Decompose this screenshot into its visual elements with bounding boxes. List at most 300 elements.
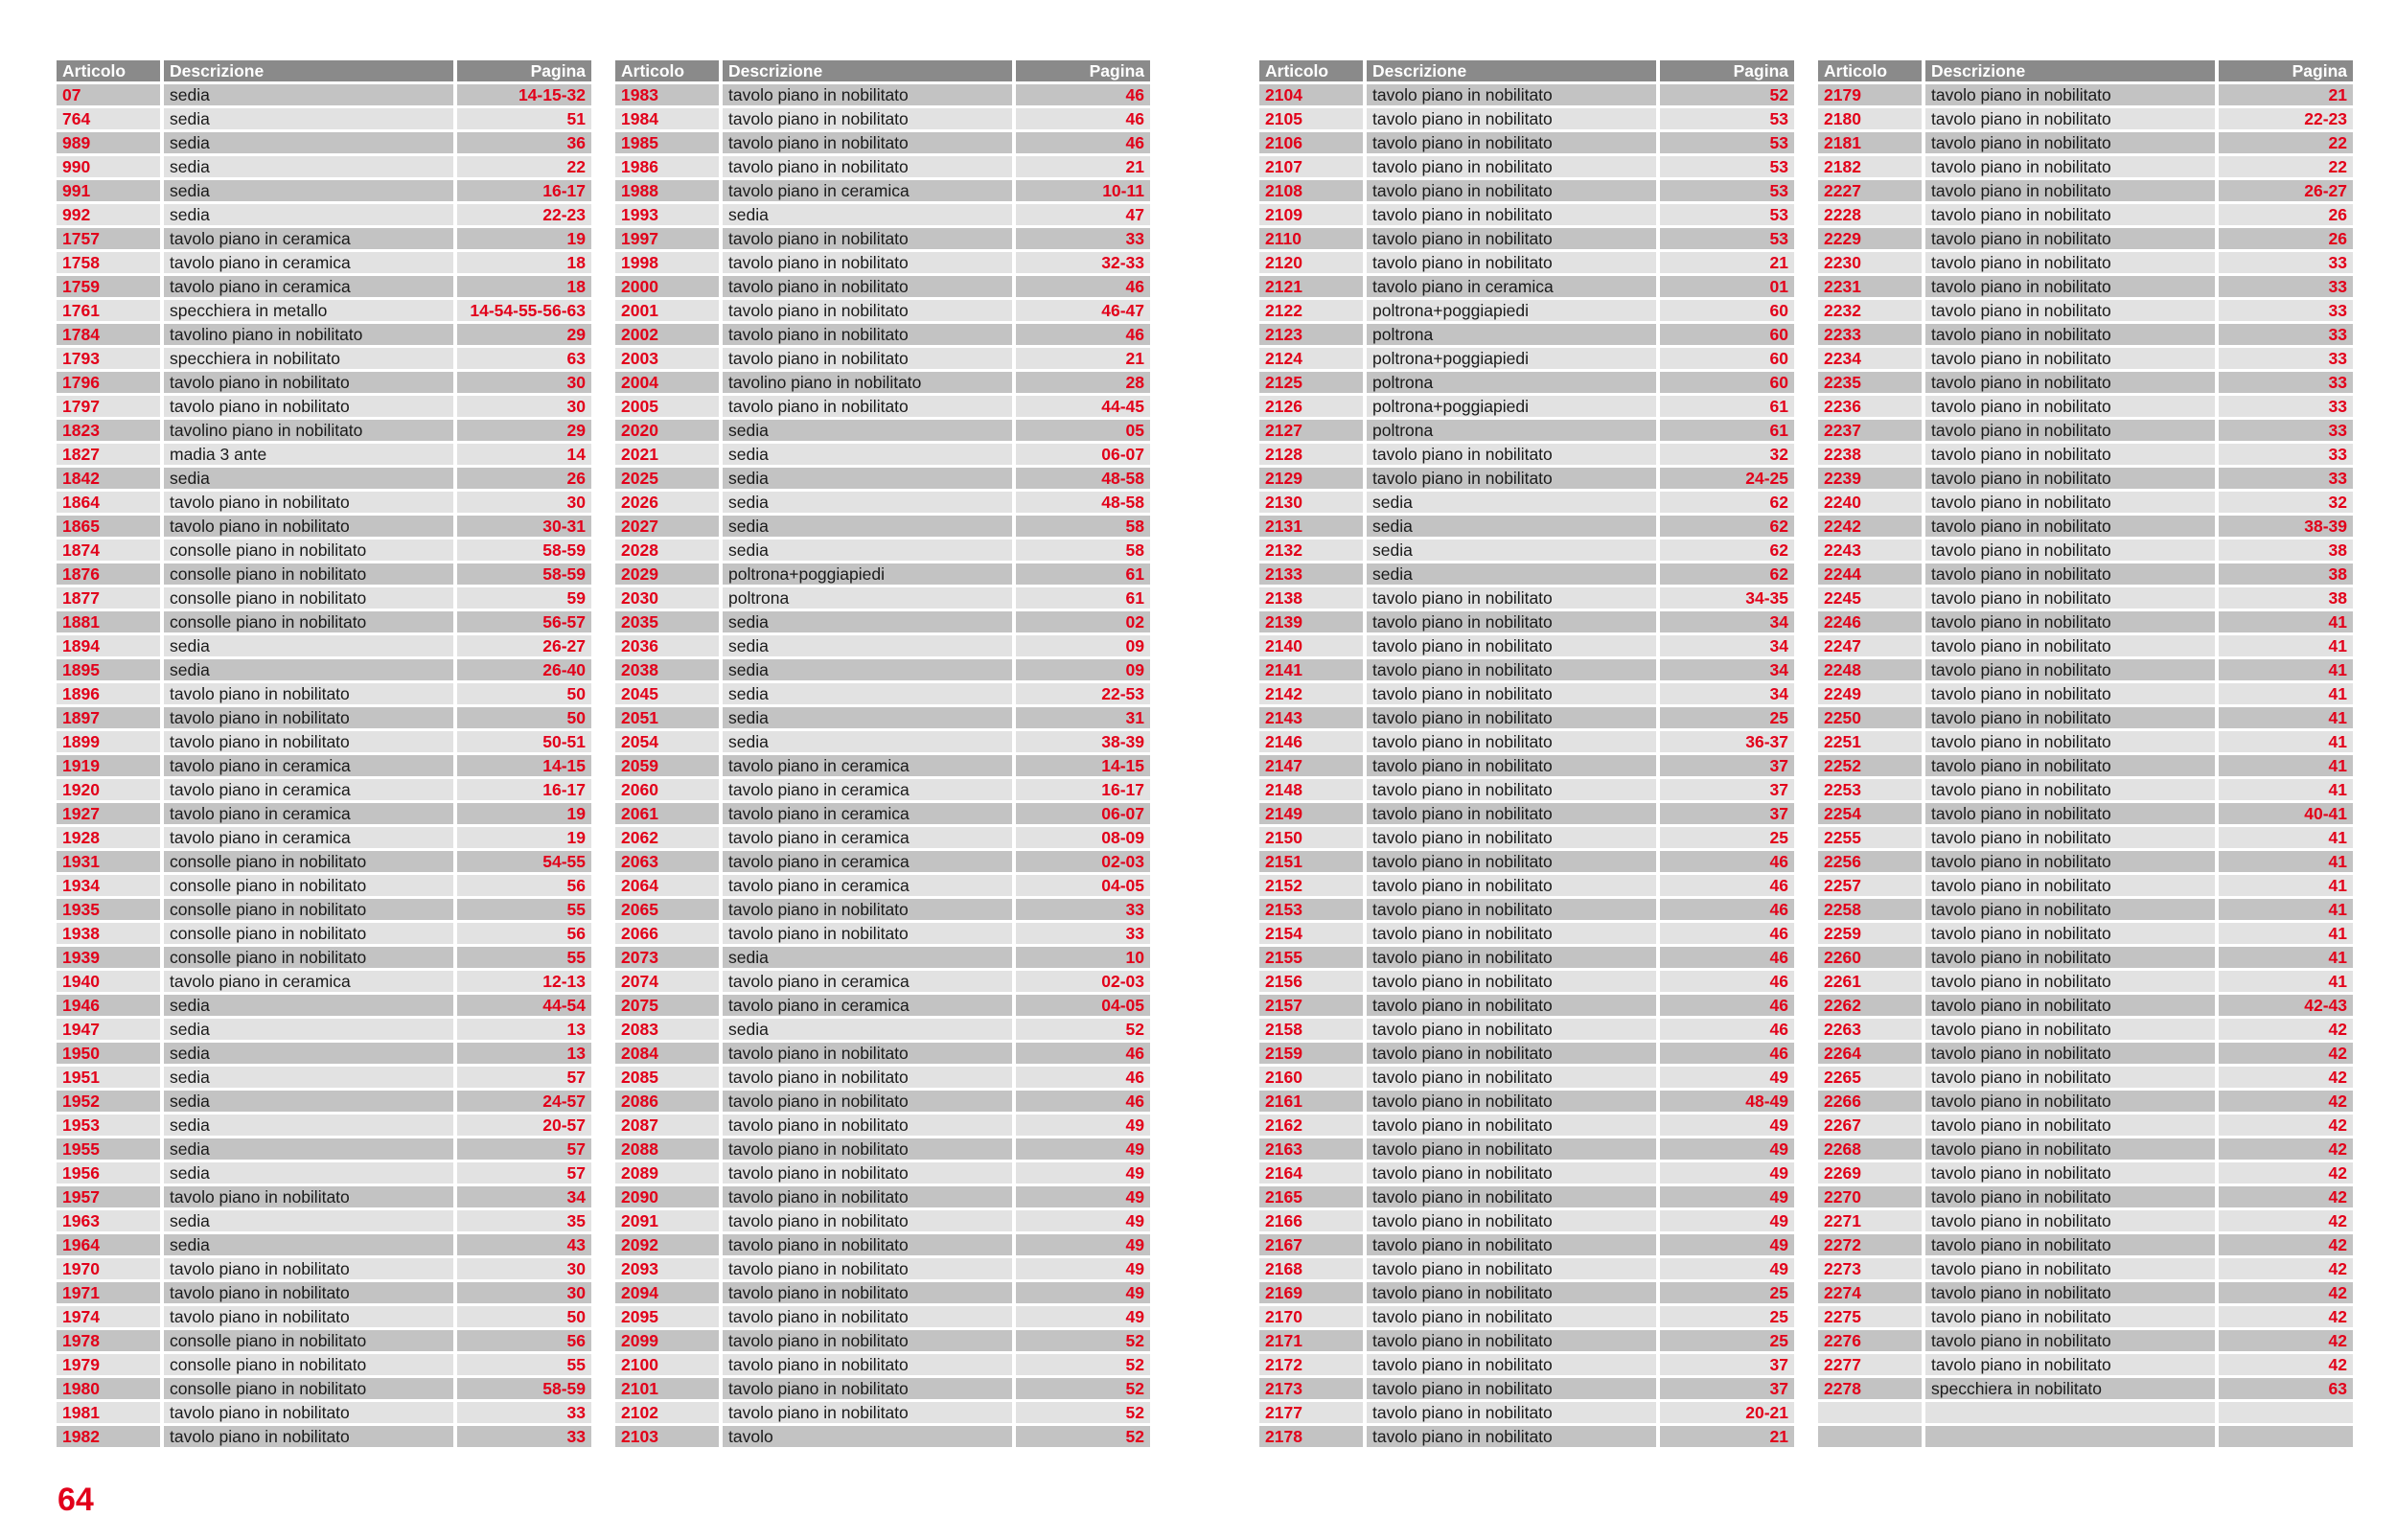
pagina-cell: 34	[1660, 683, 1794, 704]
articolo-cell: 2163	[1259, 1138, 1363, 1160]
descrizione-cell: consolle piano in nobilitato	[164, 1378, 453, 1399]
articolo-cell: 2272	[1818, 1234, 1922, 1255]
pagina-cell: 13	[457, 1019, 591, 1040]
pagina-cell: 25	[1660, 1330, 1794, 1351]
descrizione-cell: tavolo piano in nobilitato	[1367, 1091, 1656, 1112]
pagina-cell: 58-59	[457, 540, 591, 561]
table-row	[1259, 755, 1794, 776]
pagina-cell: 42	[2219, 1258, 2353, 1279]
articolo-cell: 1952	[57, 1091, 160, 1112]
articolo-cell: 2230	[1818, 252, 1922, 273]
pagina-cell: 19	[457, 827, 591, 848]
index-table-3	[1256, 57, 1798, 1450]
descrizione-cell: tavolo piano in nobilitato	[1925, 1115, 2215, 1136]
pagina-cell: 21	[1660, 1426, 1794, 1447]
descrizione-cell: tavolo piano in nobilitato	[1925, 444, 2215, 465]
descrizione-cell: tavolo piano in ceramica	[164, 276, 453, 297]
pagina-cell: 46	[1660, 1019, 1794, 1040]
pagina-cell: 33	[2219, 420, 2353, 441]
table-row	[1259, 204, 1794, 225]
articolo-cell: 2123	[1259, 324, 1363, 345]
pagina-cell: 43	[457, 1234, 591, 1255]
articolo-cell: 1950	[57, 1043, 160, 1064]
pagina-cell: 33	[2219, 276, 2353, 297]
pagina-cell: 32-33	[1016, 252, 1150, 273]
table-row	[57, 540, 591, 561]
articolo-cell: 2237	[1818, 420, 1922, 441]
pagina-cell: 14	[457, 444, 591, 465]
articolo-cell: 2138	[1259, 587, 1363, 609]
table-row	[1259, 899, 1794, 920]
descrizione-cell: tavolo piano in nobilitato	[1367, 84, 1656, 105]
table-row	[1259, 971, 1794, 992]
pagina-cell: 52	[1016, 1330, 1150, 1351]
pagina-cell: 38-39	[2219, 516, 2353, 537]
pagina-cell: 61	[1016, 587, 1150, 609]
pagina-cell: 53	[1660, 180, 1794, 201]
articolo-cell: 1897	[57, 707, 160, 728]
articolo-cell: 1931	[57, 851, 160, 872]
articolo-cell: 2152	[1259, 875, 1363, 896]
table-row	[615, 492, 1150, 513]
table-row	[1259, 132, 1794, 153]
pagina-cell: 29	[457, 324, 591, 345]
articolo-cell: 1934	[57, 875, 160, 896]
descrizione-cell: tavolo piano in nobilitato	[1367, 707, 1656, 728]
descrizione-cell: tavolo piano in nobilitato	[1925, 396, 2215, 417]
pagina-cell: 33	[457, 1426, 591, 1447]
articolo-cell: 2036	[615, 635, 719, 656]
pagina-cell: 34	[457, 1186, 591, 1207]
descrizione-cell: tavolo piano in nobilitato	[1367, 1282, 1656, 1303]
descrizione-cell: tavolo piano in nobilitato	[723, 1091, 1012, 1112]
pagina-cell: 16-17	[1016, 779, 1150, 800]
articolo-cell: 989	[57, 132, 160, 153]
descrizione-cell: tavolo piano in nobilitato	[1925, 587, 2215, 609]
pagina-cell: 19	[457, 228, 591, 249]
pagina-cell: 46	[1660, 995, 1794, 1016]
articolo-cell: 2246	[1818, 611, 1922, 632]
pagina-cell: 37	[1660, 779, 1794, 800]
table-row	[1818, 1210, 2353, 1231]
table-row	[1818, 516, 2353, 537]
pagina-cell: 58	[1016, 540, 1150, 561]
table-row	[57, 396, 591, 417]
pagina-cell: 56	[457, 875, 591, 896]
pagina-cell: 46	[1016, 108, 1150, 129]
descrizione-cell: consolle piano in nobilitato	[164, 947, 453, 968]
descrizione-cell: sedia	[723, 204, 1012, 225]
descrizione-cell: tavolo piano in nobilitato	[1367, 827, 1656, 848]
table-row	[615, 851, 1150, 872]
articolo-cell: 2250	[1818, 707, 1922, 728]
descrizione-cell: tavolo piano in nobilitato	[723, 899, 1012, 920]
descrizione-cell: sedia	[164, 659, 453, 680]
descrizione-cell: tavolo piano in nobilitato	[1367, 587, 1656, 609]
table-row	[615, 1043, 1150, 1064]
descrizione-cell: tavolo piano in nobilitato	[1367, 468, 1656, 489]
table-row	[1818, 180, 2353, 201]
descrizione-cell: tavolo piano in nobilitato	[1925, 851, 2215, 872]
articolo-cell: 1927	[57, 803, 160, 824]
pagina-cell: 49	[1016, 1282, 1150, 1303]
articolo-cell: 2090	[615, 1186, 719, 1207]
table-row	[57, 372, 591, 393]
articolo-cell: 2130	[1259, 492, 1363, 513]
pagina-cell: 10-11	[1016, 180, 1150, 201]
pagina-cell: 62	[1660, 563, 1794, 585]
table-row	[1818, 995, 2353, 1016]
articolo-cell: 2142	[1259, 683, 1363, 704]
descrizione-cell: tavolo piano in ceramica	[723, 851, 1012, 872]
table-row	[1818, 1378, 2353, 1399]
descrizione-cell: tavolo piano in nobilitato	[1367, 228, 1656, 249]
articolo-cell: 2021	[615, 444, 719, 465]
descrizione-cell: consolle piano in nobilitato	[164, 851, 453, 872]
articolo-cell: 1823	[57, 420, 160, 441]
descrizione-cell: tavolo piano in nobilitato	[723, 132, 1012, 153]
descrizione-cell: tavolo piano in nobilitato	[723, 300, 1012, 321]
descrizione-cell: consolle piano in nobilitato	[164, 1330, 453, 1351]
pagina-cell	[2219, 1426, 2353, 1447]
descrizione-cell: tavolo piano in ceramica	[164, 252, 453, 273]
articolo-cell: 1955	[57, 1138, 160, 1160]
articolo-cell: 1793	[57, 348, 160, 369]
descrizione-cell: tavolo piano in nobilitato	[723, 396, 1012, 417]
pagina-cell: 41	[2219, 731, 2353, 752]
descrizione-cell: consolle piano in nobilitato	[164, 587, 453, 609]
pagina-cell: 63	[457, 348, 591, 369]
pagina-cell: 46	[1016, 324, 1150, 345]
pagina-cell: 26	[457, 468, 591, 489]
descrizione-cell: sedia	[1367, 540, 1656, 561]
articolo-cell: 1759	[57, 276, 160, 297]
articolo-cell: 1993	[615, 204, 719, 225]
descrizione-cell: sedia	[1367, 492, 1656, 513]
descrizione-cell: tavolo piano in nobilitato	[1367, 1138, 1656, 1160]
pagina-cell: 52	[1660, 84, 1794, 105]
table-row	[57, 659, 591, 680]
pagina-cell: 57	[457, 1138, 591, 1160]
articolo-cell: 1979	[57, 1354, 160, 1375]
descrizione-cell: tavolo piano in nobilitato	[723, 348, 1012, 369]
table-row	[1818, 1282, 2353, 1303]
articolo-cell: 2160	[1259, 1067, 1363, 1088]
descrizione-cell: tavolo piano in nobilitato	[164, 1258, 453, 1279]
pagina-cell: 58	[1016, 516, 1150, 537]
table-row	[57, 683, 591, 704]
articolo-cell: 2045	[615, 683, 719, 704]
table-row	[57, 324, 591, 345]
articolo-cell: 1865	[57, 516, 160, 537]
articolo-cell: 2169	[1259, 1282, 1363, 1303]
articolo-cell: 2125	[1259, 372, 1363, 393]
descrizione-cell: tavolo piano in nobilitato	[1367, 635, 1656, 656]
descrizione-cell: tavolo piano in nobilitato	[1367, 1234, 1656, 1255]
pagina-cell: 33	[2219, 324, 2353, 345]
pagina-cell: 22	[457, 156, 591, 177]
pagina-cell: 41	[2219, 971, 2353, 992]
table-row	[1818, 468, 2353, 489]
pagina-cell: 49	[1660, 1186, 1794, 1207]
articolo-cell: 2156	[1259, 971, 1363, 992]
descrizione-cell: tavolo piano in nobilitato	[1367, 683, 1656, 704]
pagina-cell: 61	[1016, 563, 1150, 585]
table-row	[1818, 1306, 2353, 1327]
table-row	[1259, 276, 1794, 297]
table-row	[615, 156, 1150, 177]
descrizione-cell: tavolo piano in nobilitato	[1925, 1138, 2215, 1160]
table-row	[1259, 611, 1794, 632]
pagina-cell: 31	[1016, 707, 1150, 728]
pagina-cell: 60	[1660, 348, 1794, 369]
descrizione-cell: sedia	[723, 611, 1012, 632]
descrizione-cell: tavolo piano in nobilitato	[1925, 84, 2215, 105]
table-row	[57, 971, 591, 992]
articolo-cell: 764	[57, 108, 160, 129]
pagina-cell: 16-17	[457, 779, 591, 800]
descrizione-cell: madia 3 ante	[164, 444, 453, 465]
descrizione-cell: sedia	[723, 444, 1012, 465]
descrizione-cell: poltrona	[1367, 324, 1656, 345]
table-row	[615, 1138, 1150, 1160]
table-row	[1259, 1282, 1794, 1303]
descrizione-cell: sedia	[164, 156, 453, 177]
descrizione-cell: tavolo piano in ceramica	[723, 995, 1012, 1016]
pagina-cell: 53	[1660, 108, 1794, 129]
articolo-cell: 2074	[615, 971, 719, 992]
pagina-cell: 52	[1016, 1019, 1150, 1040]
table-header	[1818, 60, 2353, 81]
pagina-cell: 44-54	[457, 995, 591, 1016]
pagina-cell: 18	[457, 276, 591, 297]
pagina-cell: 21	[2219, 84, 2353, 105]
articolo-cell: 2102	[615, 1402, 719, 1423]
pagina-cell: 24-57	[457, 1091, 591, 1112]
pagina-cell: 38-39	[1016, 731, 1150, 752]
descrizione-cell: tavolo piano in nobilitato	[1367, 1019, 1656, 1040]
header-pagina: Pagina	[1660, 60, 1794, 81]
descrizione-cell: tavolo piano in nobilitato	[1925, 971, 2215, 992]
descrizione-cell: tavolo piano in nobilitato	[1925, 1282, 2215, 1303]
pagina-cell: 04-05	[1016, 875, 1150, 896]
articolo-cell: 1946	[57, 995, 160, 1016]
table-row	[1818, 587, 2353, 609]
articolo-cell: 2269	[1818, 1162, 1922, 1184]
descrizione-cell: tavolo piano in nobilitato	[164, 492, 453, 513]
descrizione-cell: tavolo piano in ceramica	[164, 755, 453, 776]
pagina-cell: 30	[457, 1258, 591, 1279]
descrizione-cell: tavolo piano in nobilitato	[723, 228, 1012, 249]
descrizione-cell: consolle piano in nobilitato	[164, 1354, 453, 1375]
pagina-cell: 46	[1016, 1043, 1150, 1064]
descrizione-cell: tavolo piano in nobilitato	[723, 108, 1012, 129]
pagina-cell: 52	[1016, 1378, 1150, 1399]
pagina-cell: 33	[2219, 348, 2353, 369]
articolo-cell: 2181	[1818, 132, 1922, 153]
pagina-cell: 47	[1016, 204, 1150, 225]
table-row	[57, 348, 591, 369]
table-row	[615, 1306, 1150, 1327]
table-row	[57, 923, 591, 944]
table-row	[57, 779, 591, 800]
descrizione-cell: sedia	[1367, 563, 1656, 585]
articolo-cell: 1899	[57, 731, 160, 752]
pagina-cell: 05	[1016, 420, 1150, 441]
descrizione-cell: tavolo piano in nobilitato	[723, 1258, 1012, 1279]
articolo-cell: 2124	[1259, 348, 1363, 369]
descrizione-cell: tavolo piano in nobilitato	[164, 683, 453, 704]
pagina-cell: 46	[1016, 84, 1150, 105]
articolo-cell: 2263	[1818, 1019, 1922, 1040]
table-row	[615, 635, 1150, 656]
articolo-cell: 2238	[1818, 444, 1922, 465]
articolo-cell: 2235	[1818, 372, 1922, 393]
pagina-cell: 01	[1660, 276, 1794, 297]
pagina-cell	[2219, 1402, 2353, 1423]
articolo-cell: 2085	[615, 1067, 719, 1088]
descrizione-cell: sedia	[164, 108, 453, 129]
articolo-cell: 2151	[1259, 851, 1363, 872]
table-row	[57, 252, 591, 273]
table-row	[1259, 396, 1794, 417]
descrizione-cell: tavolo piano in nobilitato	[1925, 1234, 2215, 1255]
articolo-cell: 1980	[57, 1378, 160, 1399]
table-row	[615, 1354, 1150, 1375]
pagina-cell: 49	[1016, 1210, 1150, 1231]
table-row	[1818, 923, 2353, 944]
table-row	[1259, 731, 1794, 752]
articolo-cell: 2073	[615, 947, 719, 968]
descrizione-cell: tavolo piano in ceramica	[164, 827, 453, 848]
descrizione-cell: tavolo piano in nobilitato	[1925, 276, 2215, 297]
articolo-cell: 2157	[1259, 995, 1363, 1016]
table-row	[57, 899, 591, 920]
header-pagina: Pagina	[457, 60, 591, 81]
articolo-cell: 2229	[1818, 228, 1922, 249]
descrizione-cell: tavolo piano in nobilitato	[1367, 1426, 1656, 1447]
articolo-cell	[1818, 1402, 1922, 1423]
table-row	[1259, 659, 1794, 680]
pagina-cell: 60	[1660, 300, 1794, 321]
articolo-cell: 1877	[57, 587, 160, 609]
articolo-cell: 2173	[1259, 1378, 1363, 1399]
table-row	[57, 132, 591, 153]
articolo-cell: 2245	[1818, 587, 1922, 609]
descrizione-cell: sedia	[723, 707, 1012, 728]
descrizione-cell: tavolo piano in ceramica	[723, 755, 1012, 776]
header-descrizione: Descrizione	[1367, 60, 1656, 81]
descrizione-cell: tavolo piano in nobilitato	[1925, 803, 2215, 824]
pagina-cell: 24-25	[1660, 468, 1794, 489]
pagina-cell: 46	[1016, 132, 1150, 153]
descrizione-cell: tavolo piano in nobilitato	[1367, 899, 1656, 920]
descrizione-cell: poltrona	[1367, 420, 1656, 441]
articolo-cell: 1895	[57, 659, 160, 680]
articolo-cell: 2264	[1818, 1043, 1922, 1064]
pagina-cell: 42	[2219, 1019, 2353, 1040]
descrizione-cell: tavolo piano in nobilitato	[1925, 468, 2215, 489]
descrizione-cell: sedia	[164, 1019, 453, 1040]
articolo-cell: 2075	[615, 995, 719, 1016]
pagina-cell: 46	[1016, 1067, 1150, 1088]
descrizione-cell: sedia	[164, 180, 453, 201]
pagina-cell: 55	[457, 947, 591, 968]
articolo-cell: 2242	[1818, 516, 1922, 537]
pagina-cell: 53	[1660, 228, 1794, 249]
table-row	[615, 516, 1150, 537]
articolo-cell: 990	[57, 156, 160, 177]
pagina-cell: 21	[1660, 252, 1794, 273]
descrizione-cell: tavolo piano in nobilitato	[723, 1043, 1012, 1064]
descrizione-cell: tavolo piano in nobilitato	[1367, 1330, 1656, 1351]
table-row	[57, 228, 591, 249]
articolo-cell: 2132	[1259, 540, 1363, 561]
table-row	[615, 420, 1150, 441]
table-row	[57, 851, 591, 872]
articolo-cell: 1953	[57, 1115, 160, 1136]
descrizione-cell: tavolo piano in ceramica	[723, 779, 1012, 800]
table-row	[57, 420, 591, 441]
articolo-cell: 2095	[615, 1306, 719, 1327]
pagina-cell: 41	[2219, 779, 2353, 800]
articolo-cell: 2177	[1259, 1402, 1363, 1423]
articolo-cell: 2003	[615, 348, 719, 369]
descrizione-cell: tavolo piano in nobilitato	[723, 1234, 1012, 1255]
table-row	[57, 1402, 591, 1423]
header-descrizione: Descrizione	[1925, 60, 2215, 81]
articolo-cell: 1827	[57, 444, 160, 465]
table-row	[57, 875, 591, 896]
pagina-cell: 36-37	[1660, 731, 1794, 752]
table-row	[615, 324, 1150, 345]
table-row	[615, 1115, 1150, 1136]
descrizione-cell: sedia	[164, 1091, 453, 1112]
articolo-cell: 1978	[57, 1330, 160, 1351]
pagina-cell: 49	[1016, 1186, 1150, 1207]
pagina-cell: 33	[2219, 396, 2353, 417]
descrizione-cell: tavolo piano in nobilitato	[1925, 156, 2215, 177]
pagina-cell: 13	[457, 1043, 591, 1064]
pagina-cell: 26-27	[2219, 180, 2353, 201]
pagina-cell: 60	[1660, 372, 1794, 393]
table-row	[57, 707, 591, 728]
pagina-cell: 41	[2219, 707, 2353, 728]
articolo-cell: 1894	[57, 635, 160, 656]
descrizione-cell: tavolo piano in ceramica	[723, 875, 1012, 896]
articolo-cell: 1956	[57, 1162, 160, 1184]
articolo-cell: 2261	[1818, 971, 1922, 992]
articolo-cell: 2020	[615, 420, 719, 441]
descrizione-cell: tavolo piano in nobilitato	[1925, 827, 2215, 848]
articolo-cell: 2243	[1818, 540, 1922, 561]
table-row	[1259, 420, 1794, 441]
descrizione-cell: tavolo piano in nobilitato	[1367, 851, 1656, 872]
descrizione-cell: tavolo piano in ceramica	[723, 827, 1012, 848]
pagina-cell: 26	[2219, 204, 2353, 225]
table-row	[615, 1186, 1150, 1207]
pagina-cell: 21	[1016, 156, 1150, 177]
descrizione-cell: tavolo piano in nobilitato	[1925, 1210, 2215, 1231]
articolo-cell: 2066	[615, 923, 719, 944]
pagina-cell: 41	[2219, 755, 2353, 776]
articolo-cell: 2270	[1818, 1186, 1922, 1207]
articolo-cell: 2005	[615, 396, 719, 417]
articolo-cell: 2099	[615, 1330, 719, 1351]
articolo-cell: 2150	[1259, 827, 1363, 848]
table-row	[1818, 731, 2353, 752]
pagina-cell: 42	[2219, 1043, 2353, 1064]
